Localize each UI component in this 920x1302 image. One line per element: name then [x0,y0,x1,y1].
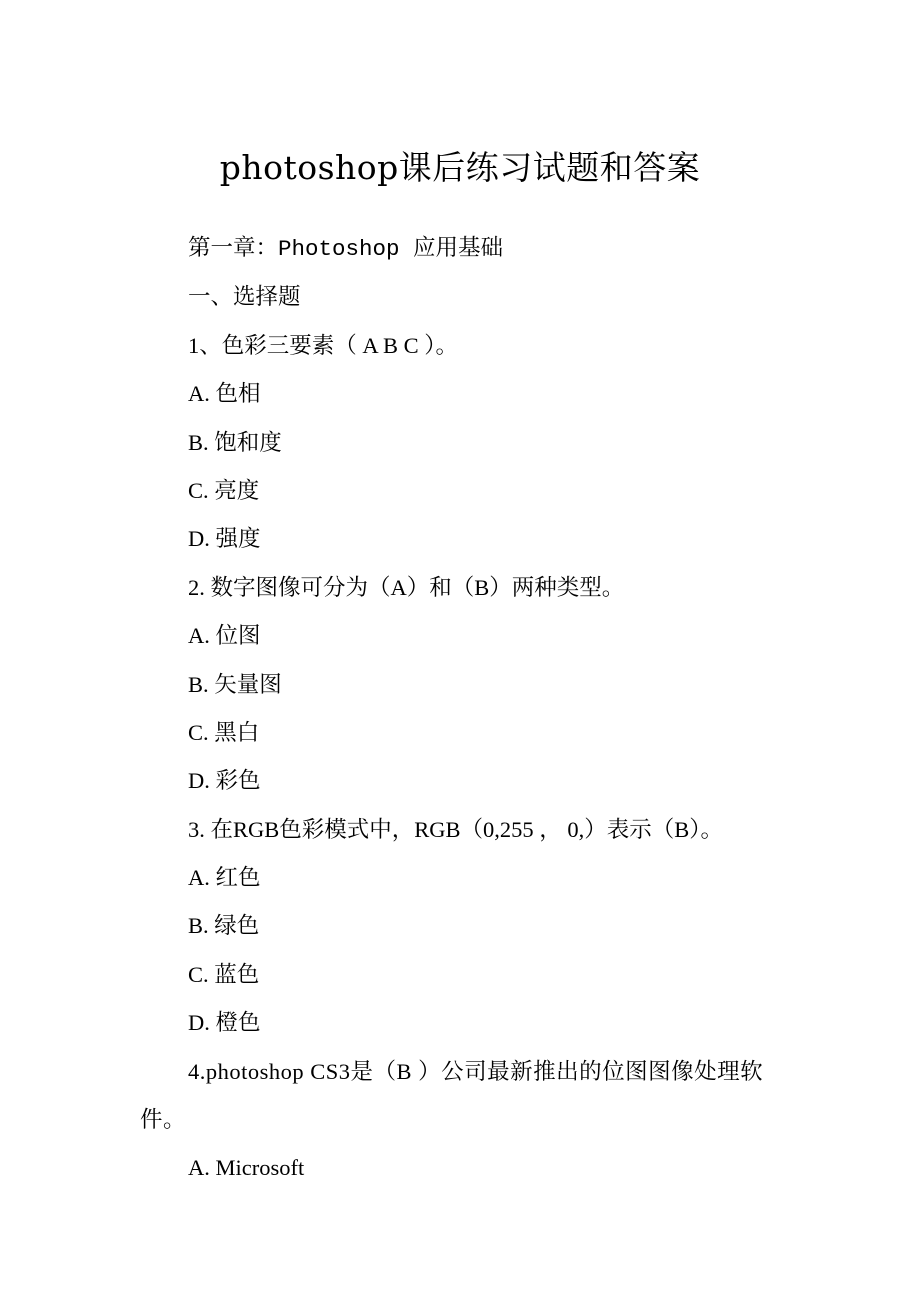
question-2-option-a: A. 位图 [188,623,261,649]
question-1: 1、色彩三要素（ A B C ）。 [188,332,459,358]
document-body [140,225,790,1193]
question-2-option-d: D. 彩色 [188,768,261,794]
question-3-option-a: A. 红色 [188,865,261,891]
question-3-option-c: C. 蓝色 [188,961,260,987]
question-2-option-b: B. 矢量图 [188,671,282,697]
question-2: 2. 数字图像可分为（A）和（B）两种类型。 [188,574,625,600]
question-3-option-b: B. 绿色 [188,913,260,939]
question-1-option-d: D. 强度 [188,526,261,552]
question-1-option-c: C. 亮度 [188,477,260,503]
page-title: photoshop课后练习试题和答案 [219,148,701,187]
question-4-option-a: A. Microsoft [188,1155,305,1181]
question-1-option-a: A. 色相 [188,381,261,407]
question-4: 4.photoshop CS3是（B ）公司最新推出的位图图像处理软件。 [140,1058,764,1133]
question-1-option-b: B. 饱和度 [188,429,282,455]
question-3-option-d: D. 橙色 [188,1010,261,1036]
section-heading: 一、选择题 [188,284,301,310]
question-2-option-c: C. 黑白 [188,719,260,745]
question-3: 3. 在RGB色彩模式中，RGB（0,255 ， 0,）表示（B）。 [188,816,724,842]
chapter-heading: 第一章：Photoshop 应用基础 [188,236,504,262]
